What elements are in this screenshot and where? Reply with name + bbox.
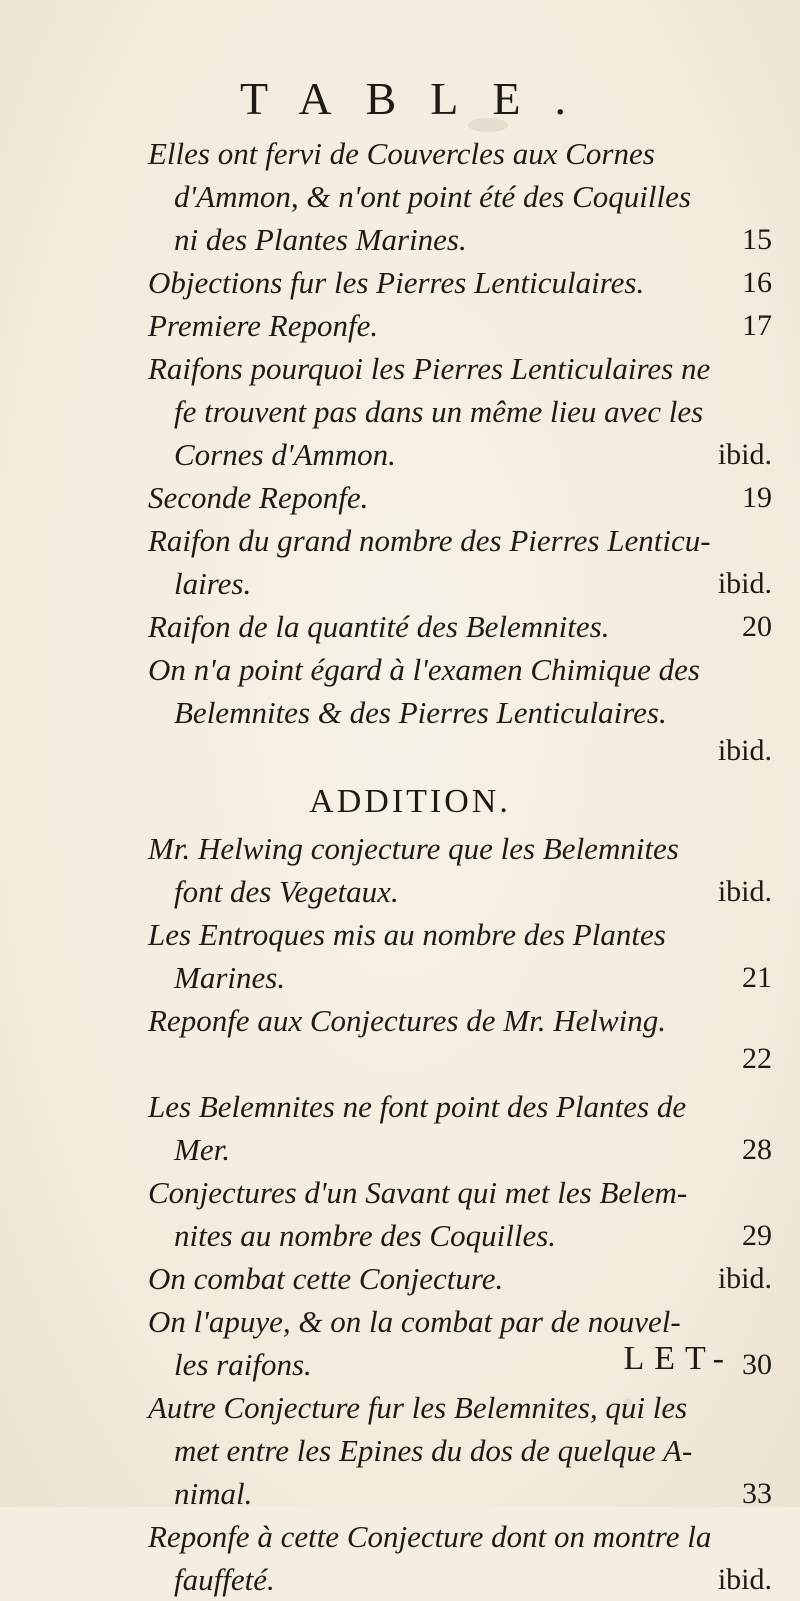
- entry-text: nites au nombre des Coquilles.: [174, 1218, 557, 1253]
- page-number: 28: [742, 1133, 772, 1166]
- entry-text: Raifon de la quantité des Belemnites.: [148, 609, 610, 644]
- page-number: 22: [742, 1042, 772, 1075]
- entry-text: Les Entroques mis au nombre des Plantes: [148, 917, 666, 952]
- entry-text: Elles ont fervi de Couvercles aux Cornes: [148, 136, 655, 171]
- toc-entry-continuation: [0, 433, 800, 476]
- toc-entry-continuation: [0, 1429, 800, 1472]
- toc-entry-line: [0, 1386, 800, 1429]
- entry-text: Raifons pourquoi les Pierres Lenticulaires ne: [148, 351, 711, 386]
- toc-entry-continuation: [0, 1472, 800, 1515]
- page-number: 33: [742, 1477, 772, 1510]
- page-header: TABLE.: [239, 73, 600, 124]
- toc-entry-continuation: [0, 218, 800, 261]
- toc-entry-line: [0, 132, 800, 175]
- toc-entry-line: [0, 476, 800, 519]
- toc-entry-line: [0, 1257, 800, 1300]
- entry-text: Les Belemnites ne font point des Plantes de: [148, 1089, 687, 1124]
- entry-text: Cornes d'Ammon.: [174, 437, 396, 472]
- entry-text: Raifon du grand nombre des Pierres Lenticu-: [148, 523, 711, 558]
- page-number: 17: [742, 309, 772, 342]
- page-number: 29: [742, 1219, 772, 1252]
- entry-text: Reponfe à cette Conjecture dont on montre la: [148, 1519, 712, 1554]
- entry-text: d'Ammon, & n'ont point été des Coquilles: [174, 179, 691, 214]
- entry-text: Autre Conjecture fur les Belemnites, qui les: [148, 1390, 688, 1425]
- toc-entry-line: [0, 827, 800, 870]
- entry-text: font des Vegetaux.: [174, 874, 399, 909]
- entry-text: On l'apuye, & on la combat par de nouvel-: [148, 1304, 681, 1339]
- toc-entry-line: [0, 347, 800, 390]
- page-number: ibid.: [717, 1563, 772, 1596]
- page-number-line: [0, 734, 800, 777]
- page-number: ibid.: [717, 1262, 772, 1295]
- toc-entry-continuation: [0, 1128, 800, 1171]
- page-number: ibid.: [717, 875, 772, 908]
- toc-entry-line: [0, 1171, 800, 1214]
- page-number: ibid.: [717, 438, 772, 471]
- entry-text: fe trouvent pas dans un même lieu avec les: [174, 394, 704, 429]
- toc-entry-continuation: [0, 691, 800, 734]
- toc-entry-continuation: [0, 1214, 800, 1257]
- toc-entry-continuation: [0, 870, 800, 913]
- entry-text: Seconde Reponfe.: [148, 480, 369, 515]
- entry-text: laires.: [174, 566, 252, 601]
- toc-entry-line: [0, 519, 800, 562]
- entry-text: fauffeté.: [174, 1562, 275, 1597]
- page-number: 16: [742, 266, 772, 299]
- entry-text: On n'a point égard à l'examen Chimique des: [148, 652, 700, 687]
- entry-text: ni des Plantes Marines.: [174, 222, 467, 257]
- entry-text: Objections fur les Pierres Lenticulaires.: [148, 265, 645, 300]
- toc-entry-continuation: [0, 956, 800, 999]
- entry-text: nimal.: [174, 1476, 253, 1511]
- catchword: LET-: [623, 1340, 734, 1377]
- entry-text: Mr. Helwing conjecture que les Belemnites: [148, 831, 679, 866]
- page-number: 19: [742, 481, 772, 514]
- page-number: 21: [742, 961, 772, 994]
- toc-entry-line: [0, 1515, 800, 1558]
- toc-entry-line: [0, 999, 800, 1042]
- table-of-contents: [0, 132, 800, 1601]
- page-number: 30: [742, 1348, 772, 1381]
- entry-text: met entre les Epines du dos de quelque A-: [174, 1433, 693, 1468]
- page-number: 20: [742, 610, 772, 643]
- toc-entry-line: [0, 648, 800, 691]
- toc-entry-continuation: [0, 175, 800, 218]
- toc-entry-continuation: [0, 1558, 800, 1601]
- toc-entry-line: [0, 605, 800, 648]
- entry-text: Mer.: [174, 1132, 230, 1167]
- toc-entry-line: [0, 304, 800, 347]
- entry-text: Reponfe aux Conjectures de Mr. Helwing.: [148, 1003, 666, 1038]
- page-number-line: [0, 1042, 800, 1085]
- page-number: ibid.: [717, 734, 772, 767]
- page-number: ibid.: [717, 567, 772, 600]
- toc-entry-line: [0, 1085, 800, 1128]
- toc-entry-line: [0, 913, 800, 956]
- toc-entry-continuation: [0, 562, 800, 605]
- entry-text: Conjectures d'un Savant qui met les Belem-: [148, 1175, 688, 1210]
- entry-text: les raifons.: [174, 1347, 312, 1382]
- toc-entry-continuation: [0, 390, 800, 433]
- entry-text: On combat cette Conjecture.: [148, 1261, 504, 1296]
- entry-text: Marines.: [174, 960, 286, 995]
- toc-entry-line: [0, 1300, 800, 1343]
- entry-text: Premiere Reponfe.: [148, 308, 379, 343]
- toc-entry-line: [0, 261, 800, 304]
- page-number: 15: [742, 223, 772, 256]
- entry-text: Belemnites & des Pierres Lenticulaires.: [174, 695, 667, 730]
- addition-heading: ADDITION.: [309, 783, 511, 820]
